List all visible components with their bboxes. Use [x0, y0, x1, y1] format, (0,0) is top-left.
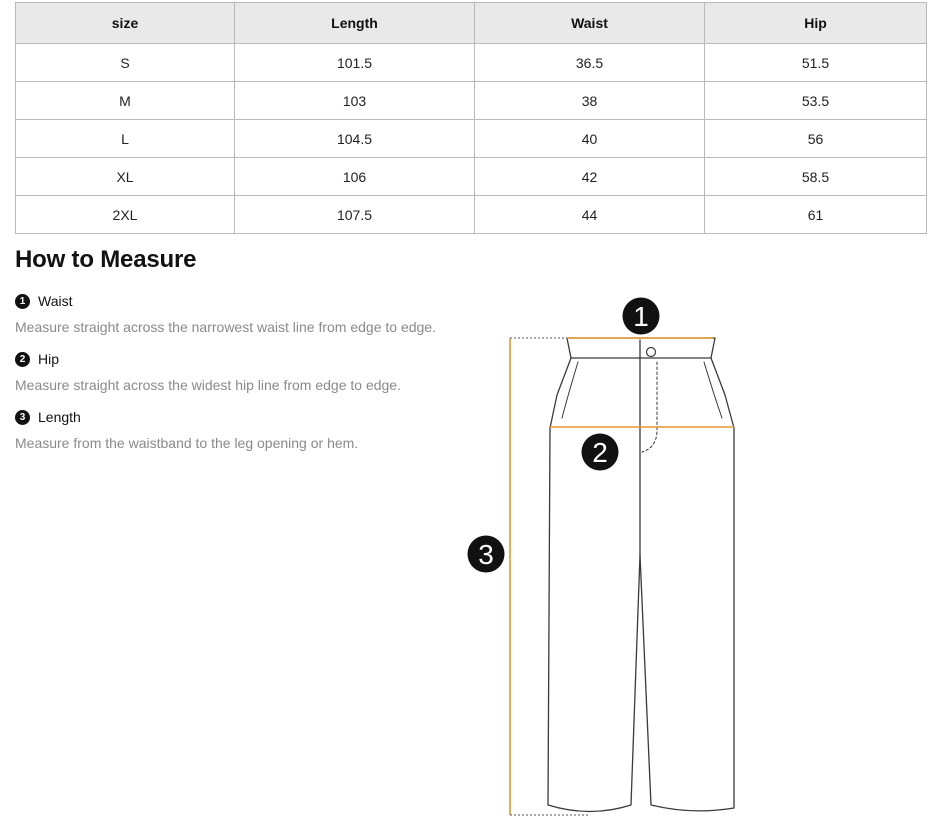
- table-row: [16, 120, 927, 158]
- header-hip: Hip: [705, 3, 927, 44]
- marker-number: 1: [633, 301, 649, 332]
- pants-diagram: [460, 290, 750, 822]
- marker-number: 3: [478, 539, 494, 570]
- right-leg-outline: [640, 358, 734, 811]
- table-row: [16, 82, 927, 120]
- fly-stitching: [642, 362, 657, 452]
- marker-hip: [582, 434, 619, 471]
- cell-hip: 61: [705, 196, 927, 234]
- table-header-row: [16, 3, 927, 44]
- cell-size: M: [16, 82, 235, 120]
- cell-waist: 38: [475, 82, 705, 120]
- cell-length: 101.5: [235, 44, 475, 82]
- measure-label: Hip: [38, 351, 60, 367]
- cell-size: L: [16, 120, 235, 158]
- measure-item-waist: [15, 290, 485, 348]
- cell-hip: 51.5: [705, 44, 927, 82]
- cell-hip: 58.5: [705, 158, 927, 196]
- cell-waist: 44: [475, 196, 705, 234]
- cell-hip: 56: [705, 120, 927, 158]
- measure-description: Measure from the waistband to the leg opening or hem.: [15, 435, 359, 451]
- pants-outline: [548, 338, 734, 812]
- cell-length: 103: [235, 82, 475, 120]
- measure-item-length: [15, 406, 485, 464]
- waistband-shape: [567, 338, 715, 358]
- cell-size: XL: [16, 158, 235, 196]
- header-length: Length: [235, 3, 475, 44]
- header-waist: Waist: [475, 3, 705, 44]
- cell-size: S: [16, 44, 235, 82]
- table-row: [16, 196, 927, 234]
- left-leg-outline: [548, 358, 640, 812]
- cell-hip: 53.5: [705, 82, 927, 120]
- cell-waist: 40: [475, 120, 705, 158]
- left-pocket-line: [562, 362, 578, 418]
- marker-number: 2: [592, 437, 608, 468]
- table-row: [16, 158, 927, 196]
- right-pocket-line: [704, 362, 722, 418]
- cell-length: 107.5: [235, 196, 475, 234]
- measure-instructions: [15, 290, 485, 464]
- cell-waist: 42: [475, 158, 705, 196]
- cell-waist: 36.5: [475, 44, 705, 82]
- number-badge: 3: [15, 410, 30, 425]
- waist-button-icon: [647, 348, 656, 357]
- measure-description: Measure straight across the narrowest waist line from edge to edge.: [15, 319, 436, 335]
- marker-length: [468, 536, 505, 573]
- size-chart-table: [15, 2, 927, 234]
- cell-size: 2XL: [16, 196, 235, 234]
- table-row: [16, 44, 927, 82]
- how-to-measure-title: How to Measure: [15, 246, 197, 273]
- measure-label: Waist: [38, 293, 73, 309]
- cell-length: 106: [235, 158, 475, 196]
- cell-length: 104.5: [235, 120, 475, 158]
- measure-description: Measure straight across the widest hip line from edge to edge.: [15, 377, 401, 393]
- marker-waist: [623, 298, 660, 335]
- header-size: size: [16, 3, 235, 44]
- number-badge: 1: [15, 294, 30, 309]
- number-badge: 2: [15, 352, 30, 367]
- measure-label: Length: [38, 409, 81, 425]
- measure-item-hip: [15, 348, 485, 406]
